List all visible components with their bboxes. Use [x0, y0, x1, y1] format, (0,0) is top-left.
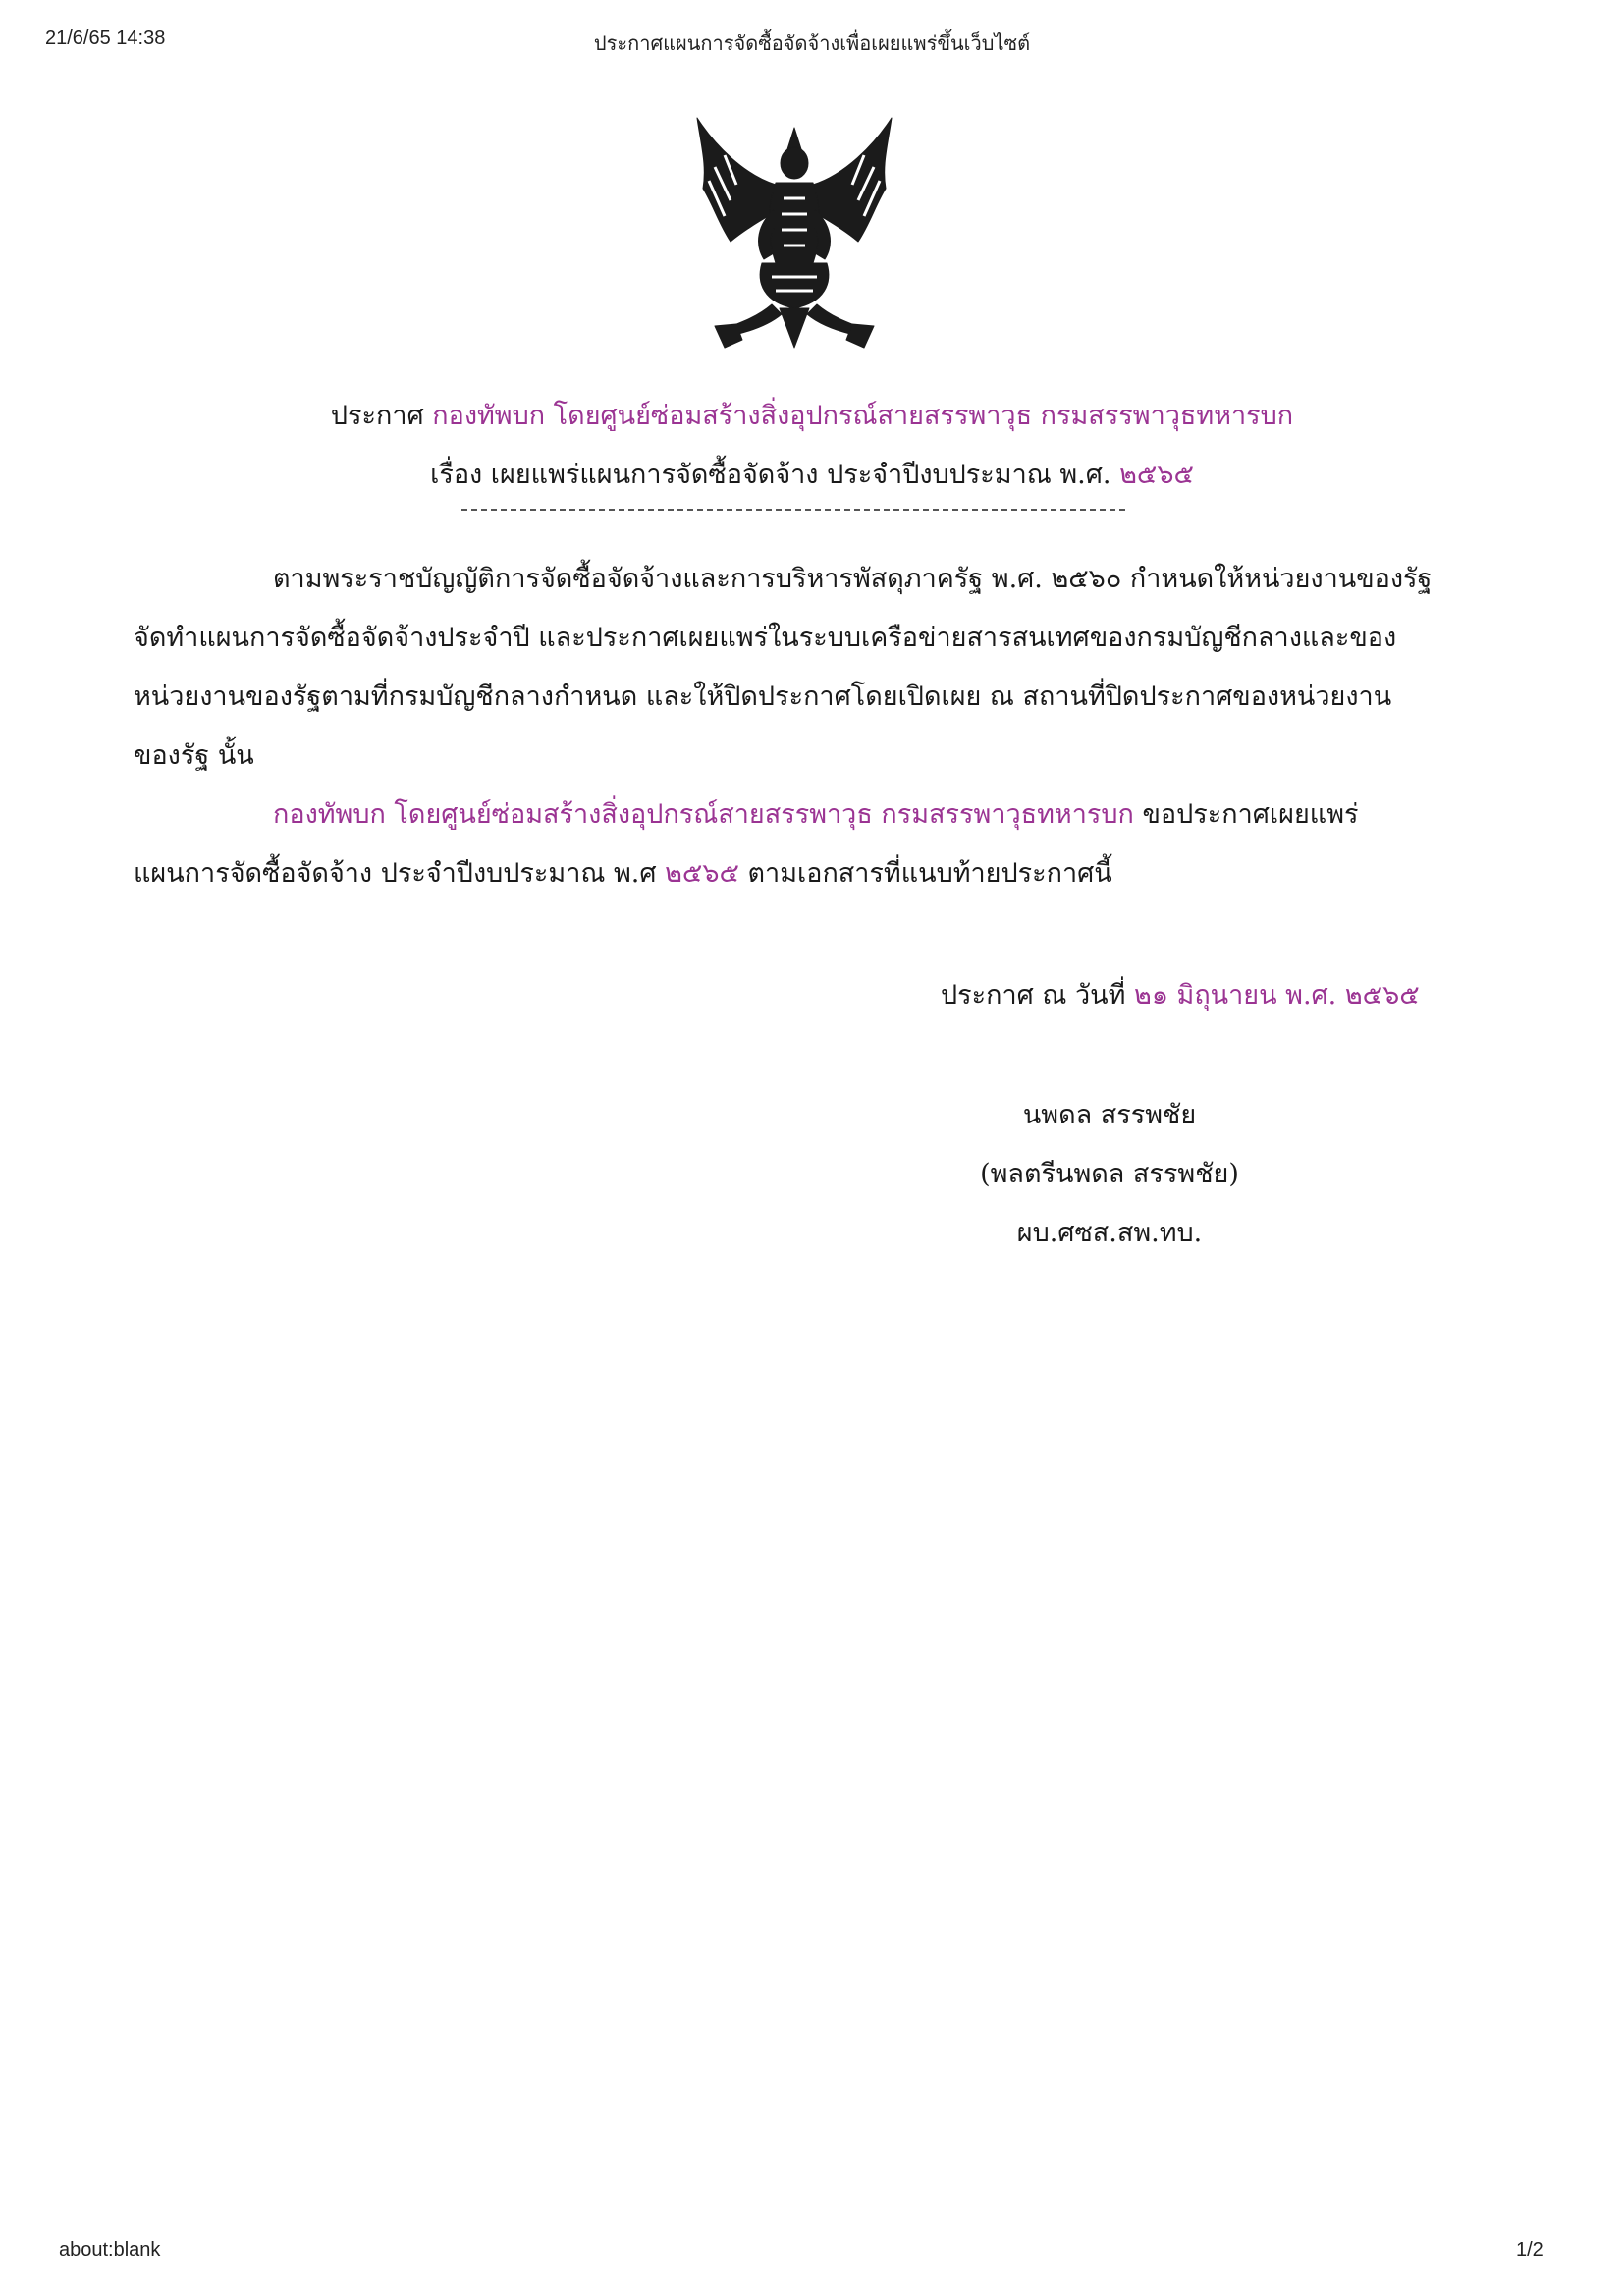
heading-prefix: ประกาศ — [330, 401, 424, 431]
para2-line2-prefix: แผนการจัดซื้อจัดจ้าง ประจำปีงบประมาณ พ.ศ — [134, 858, 666, 889]
garuda-emblem-icon — [685, 116, 903, 355]
print-page-number: 1/2 — [1516, 2239, 1543, 2261]
print-page-title: ประกาศแผนการจัดซื้อจัดจ้างเพื่อเผยแพร่ขึ้นเว็บไซต์ — [593, 33, 1031, 55]
dated-line — [941, 976, 1420, 1015]
para2-tail: ขอประกาศเผยแพร่ — [1133, 799, 1359, 830]
para2-line1 — [273, 795, 1359, 835]
print-footer-url: about:blank — [59, 2239, 161, 2261]
para1-line1: ตามพระราชบัญญัติการจัดซื้อจัดจ้างและการบริหารพัสดุภาครัฐ พ.ศ. ๒๕๖๐ กำหนดให้หน่วยงานของรัฐ — [273, 564, 1433, 594]
print-datetime: 21/6/65 14:38 — [45, 27, 166, 49]
para2-year: ๒๕๖๕ — [665, 858, 739, 889]
para1-line3: หน่วยงานของรัฐตามที่กรมบัญชีกลางกำหนด และให้ปิดประกาศโดยเปิดเผย ณ สถานที่ปิดประกาศของหน่วยงาน — [134, 682, 1392, 712]
para2-line2-suffix: ตามเอกสารที่แนบท้ายประกาศนี้ — [738, 858, 1112, 889]
signature-rank-name: (พลตรีนพดล สรรพชัย) — [980, 1159, 1239, 1189]
dated-prefix: ประกาศ ณ วันที่ — [941, 980, 1135, 1011]
para2-line2 — [134, 854, 1112, 894]
subject-prefix: เรื่อง เผยแพร่แผนการจัดซื้อจัดจ้าง ประจำปีงบประมาณ พ.ศ. — [430, 460, 1111, 490]
para1-line2: จัดทำแผนการจัดซื้อจัดจ้างประจำปี และประกาศเผยแพร่ในระบบเครือข่ายสารสนเทศของกรมบัญชีกลางและของ — [134, 623, 1397, 653]
dated-date: ๒๑ มิถุนายน พ.ศ. ๒๕๖๕ — [1134, 980, 1420, 1011]
signature-position: ผบ.ศซส.สพ.ทบ. — [1016, 1218, 1203, 1248]
signature-name: นพดล สรรพชัย — [1022, 1100, 1197, 1130]
para2-agency: กองทัพบก โดยศูนย์ซ่อมสร้างสิ่งอุปกรณ์สายสรรพาวุธ กรมสรรพาวุธทหารบก — [273, 799, 1134, 830]
para1-line4: ของรัฐ นั้น — [134, 740, 254, 771]
heading-line — [0, 397, 1624, 436]
dashed-divider — [461, 509, 1125, 511]
subject-year: ๒๕๖๕ — [1119, 460, 1194, 490]
heading-subject — [0, 456, 1624, 495]
heading-agency: กองทัพบก โดยศูนย์ซ่อมสร้างสิ่งอุปกรณ์สายสรรพาวุธ กรมสรรพาวุธทหารบก — [432, 401, 1294, 431]
